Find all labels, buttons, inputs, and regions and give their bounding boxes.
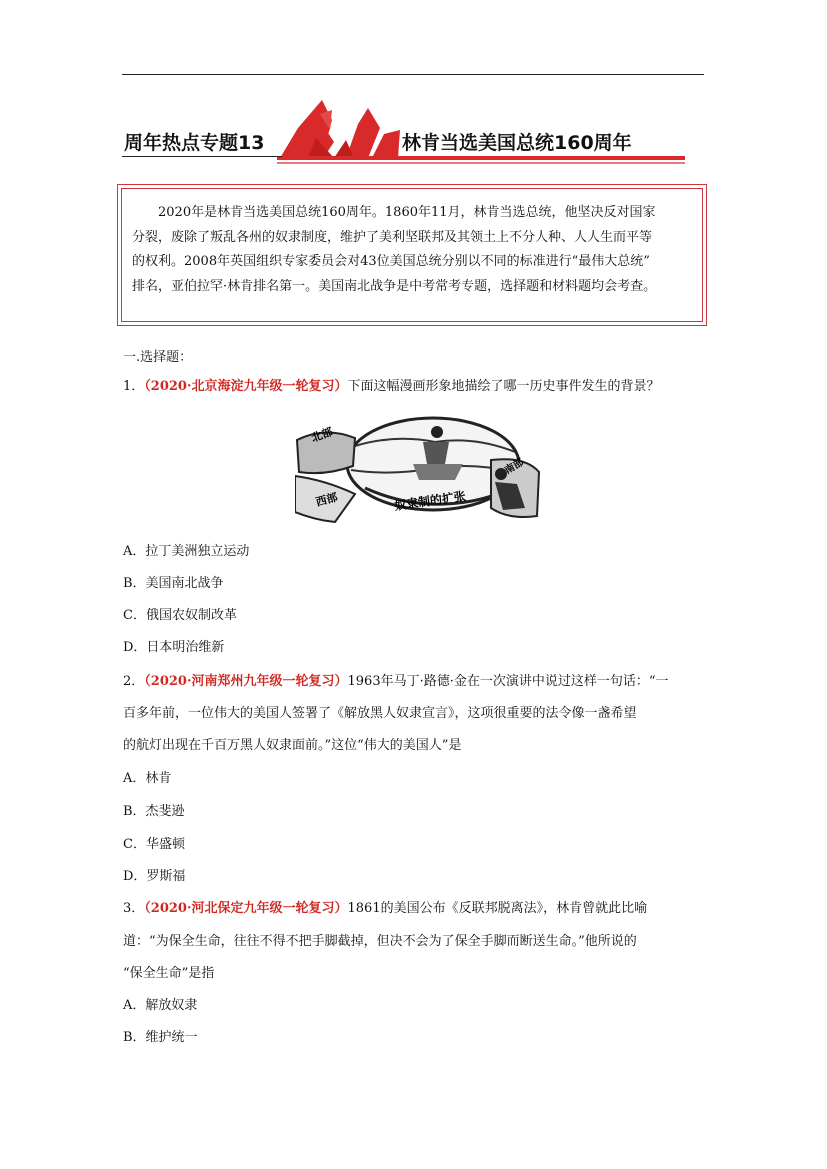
question-number: 1． — [123, 379, 145, 394]
intro-line: 2020年是林肯当选美国总统160周年。1860年11月，林肯当选总统，他坚决反对国家 — [158, 205, 656, 220]
intro-line: 的权利。2008年英国组织专家委员会对43位美国总统分别以不同的标准进行“最伟大总统” — [132, 254, 650, 269]
header-rule — [122, 74, 704, 75]
question-text: 1963年马丁·路德·金在一次演讲中说过这样一句话：“一 — [347, 674, 669, 689]
option-b[interactable]: B．杰斐逊 — [123, 804, 185, 819]
cartoon-image — [295, 416, 541, 528]
option-a[interactable]: A．解放奴隶 — [123, 998, 198, 1013]
title-banner — [122, 100, 702, 175]
banner-title-left: 周年热点专题13 — [124, 132, 265, 154]
intro-line: 分裂，废除了叛乱各州的奴隶制度，维护了美利坚联邦及其领土上不分人种、人人生而平等 — [132, 229, 653, 245]
option-b[interactable]: B．美国南北战争 — [123, 576, 224, 591]
cartoon-label-north: 北部 — [309, 425, 335, 445]
cartoon-caption: 奴隶制的扩张 — [393, 489, 467, 513]
intro-text — [121, 188, 703, 322]
question-3-stem — [123, 897, 647, 916]
question-source: （2020·北京海淀九年级一轮复习） — [144, 379, 348, 394]
question-text: 下面这幅漫画形象地描绘了哪一历史事件发生的背景？ — [347, 379, 660, 394]
option-c[interactable]: C．华盛顿 — [123, 837, 185, 852]
option-d[interactable]: D．日本明治维新 — [123, 640, 225, 655]
option-a[interactable]: A．拉丁美洲独立运动 — [123, 544, 250, 559]
banner-title-right: 林肯当选美国总统160周年 — [402, 132, 632, 154]
question-text-line: 道：“为保全生命，往往不得不把手脚截掉，但决不会为了保全手脚而断送生命。”他所说的 — [123, 934, 637, 949]
cartoon-label-south: 南部 — [503, 457, 526, 477]
option-b[interactable]: B．维护统一 — [123, 1030, 198, 1045]
question-2-stem — [123, 670, 669, 689]
cartoon-label-west: 西部 — [314, 490, 340, 509]
option-d[interactable]: D．罗斯福 — [123, 869, 186, 884]
question-text-line: “保全生命”是指 — [123, 966, 215, 981]
option-a[interactable]: A．林肯 — [123, 771, 172, 786]
question-text-line: 百多年前，一位伟大的美国人签署了《解放黑人奴隶宣言》，这项很重要的法令像一盏希望 — [123, 706, 637, 721]
option-c[interactable]: C．俄国农奴制改革 — [123, 608, 237, 623]
intro-line: 排名，亚伯拉罕·林肯排名第一。美国南北战争是中考常考专题，选择题和材料题均会考查。 — [132, 278, 657, 294]
question-number: 3． — [123, 901, 145, 916]
section-title: 一.选择题： — [123, 350, 193, 365]
intro-box — [117, 184, 707, 326]
question-number: 2． — [123, 674, 145, 689]
question-text: 1861的美国公布《反联邦脱离法》，林肯曾就此比喻 — [347, 901, 648, 916]
question-source: （2020·河南郑州九年级一轮复习） — [144, 674, 348, 689]
question-source: （2020·河北保定九年级一轮复习） — [144, 901, 348, 916]
question-1-stem — [123, 375, 660, 394]
question-text-line: 的航灯出现在千百万黑人奴隶面前。”这位“伟大的美国人”是 — [123, 738, 462, 753]
